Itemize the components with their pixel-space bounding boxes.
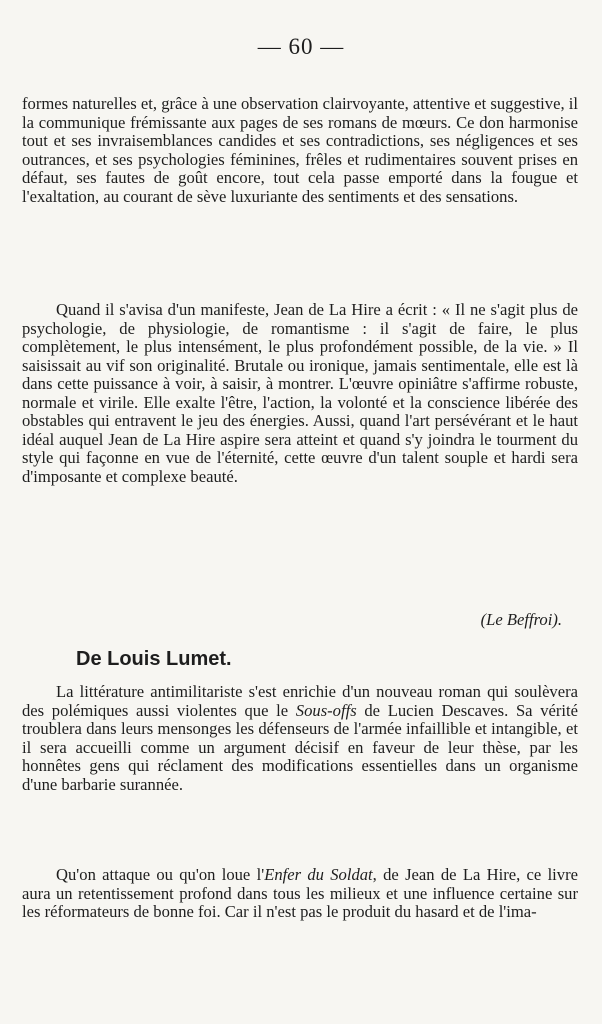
- article1-paragraph-2-block: [22, 301, 578, 486]
- article2-paragraph-2-block: [22, 866, 578, 922]
- article2-paragraph-2: [22, 866, 578, 922]
- book-title: Enfer du Soldat: [264, 865, 373, 884]
- page-number: — 60 —: [257, 34, 345, 59]
- article1-paragraph-2: Quand il s'avisa d'un manifeste, Jean de La Hire a écrit : « Il ne s'agit plus de psychologie, de physiologie, de romantisme : il s'agit de faire, le plus complètement, le plus intensément, le plus profondément possible, de la vie. » Il saisissait au vif son originalité. Brutale ou ironique, jamais sentimentale, elle est là dans cette puissance à voir, à saisir, à montrer. L'œuvre opiniâtre s'affirme robuste, normale et virile. Elle exalte l'être, l'action, la volonté et la conscience libérée des obstables qui entravent le jeu des énergies. Aussi, quand l'art persévérant et le haut idéal auquel Jean de La Hire aspire sera atteint et quand s'y joindra le tourment du style qui façonne en vue de l'éternité, cette œuvre d'un talent souple et hardi sera d'imposante et complexe beauté.: [22, 300, 578, 486]
- paragraph-text: , de Jean de La Hire, ce livre aura un retentissement profond dans tous les milieux et une influence certaine sur les réformateurs de bonne foi. Car il n'est pas le produit du hasard et de l'ima-: [22, 865, 578, 921]
- section-heading: De Louis Lumet.: [76, 648, 232, 670]
- article2-paragraph-1-block: [22, 683, 578, 794]
- paragraph-text: La littérature antimilitariste s'est enrichie d'un nouveau roman qui soulèvera des polémiques aussi violentes que le: [22, 682, 578, 720]
- article2-paragraph-1: [22, 683, 578, 794]
- book-title: Sous-offs: [295, 700, 357, 720]
- source-signature: (Le Beffroi).: [480, 610, 562, 629]
- paragraph-text: de Lucien Descaves. Sa vérité troublera dans leurs mensonges les défenseurs de l'armée infaillible et intangible, et il sera accueilli comme un argument décisif en faveur de leur thèse, par les honnêtes gens qui réclament des modifications essentielles dans un organisme d'une barbarie surannée.: [22, 700, 579, 794]
- paragraph-text: Qu'on attaque ou qu'on loue l': [56, 865, 265, 884]
- article1-paragraph-1-block: [22, 95, 578, 206]
- article1-paragraph-1: formes naturelles et, grâce à une observation clairvoyante, attentive et suggestive, il la communique frémissante aux pages de ses romans de mœurs. Ce don harmonise tout et ses invraisemblances candides et ses contradictions, ses négligences et ses outrances, et ses psychologies féminines, frêles et rudimentaires souvent prises en défaut, ses fautes de goût encore, tout cela passe emporté dans la fougue et l'exaltation, au courant de sève luxuriante des sentiments et des sensations.: [22, 94, 578, 206]
